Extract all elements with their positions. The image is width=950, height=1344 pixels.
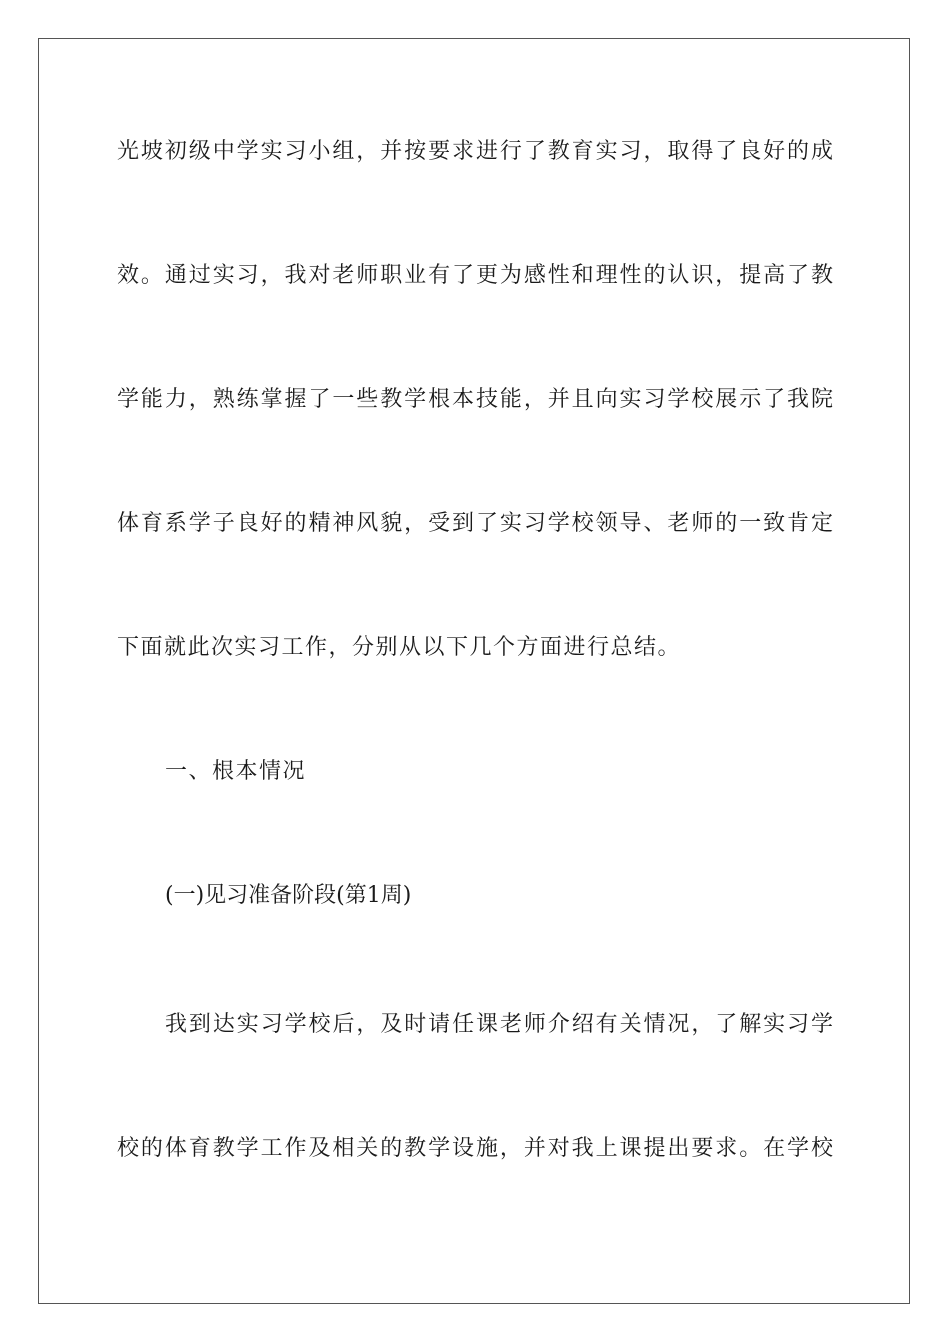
body-line-2: 效。通过实习，我对老师职业有了更为感性和理性的认识，提高了教 — [117, 263, 833, 288]
body-line-5: 下面就此次实习工作，分别从以下几个方面进行总结。 — [117, 635, 682, 660]
body-line-1: 光坡初级中学实习小组，并按要求进行了教育实习，取得了良好的成 — [117, 139, 833, 164]
body-line-3: 学能力，熟练掌握了一些教学根本技能，并且向实习学校展示了我院 — [117, 387, 833, 412]
paragraph-line-1: 我到达实习学校后，及时请任课老师介绍有关情况，了解实习学 — [165, 1012, 833, 1037]
section-heading: 一、根本情况 — [165, 759, 307, 784]
subsection-heading: (一)见习准备阶段(第1周) — [165, 883, 412, 908]
page-border — [38, 38, 910, 1304]
body-line-4: 体育系学子良好的精神风貌，受到了实习学校领导、老师的一致肯定 — [117, 511, 833, 536]
paragraph-line-2: 校的体育教学工作及相关的教学设施，并对我上课提出要求。在学校 — [117, 1136, 833, 1161]
